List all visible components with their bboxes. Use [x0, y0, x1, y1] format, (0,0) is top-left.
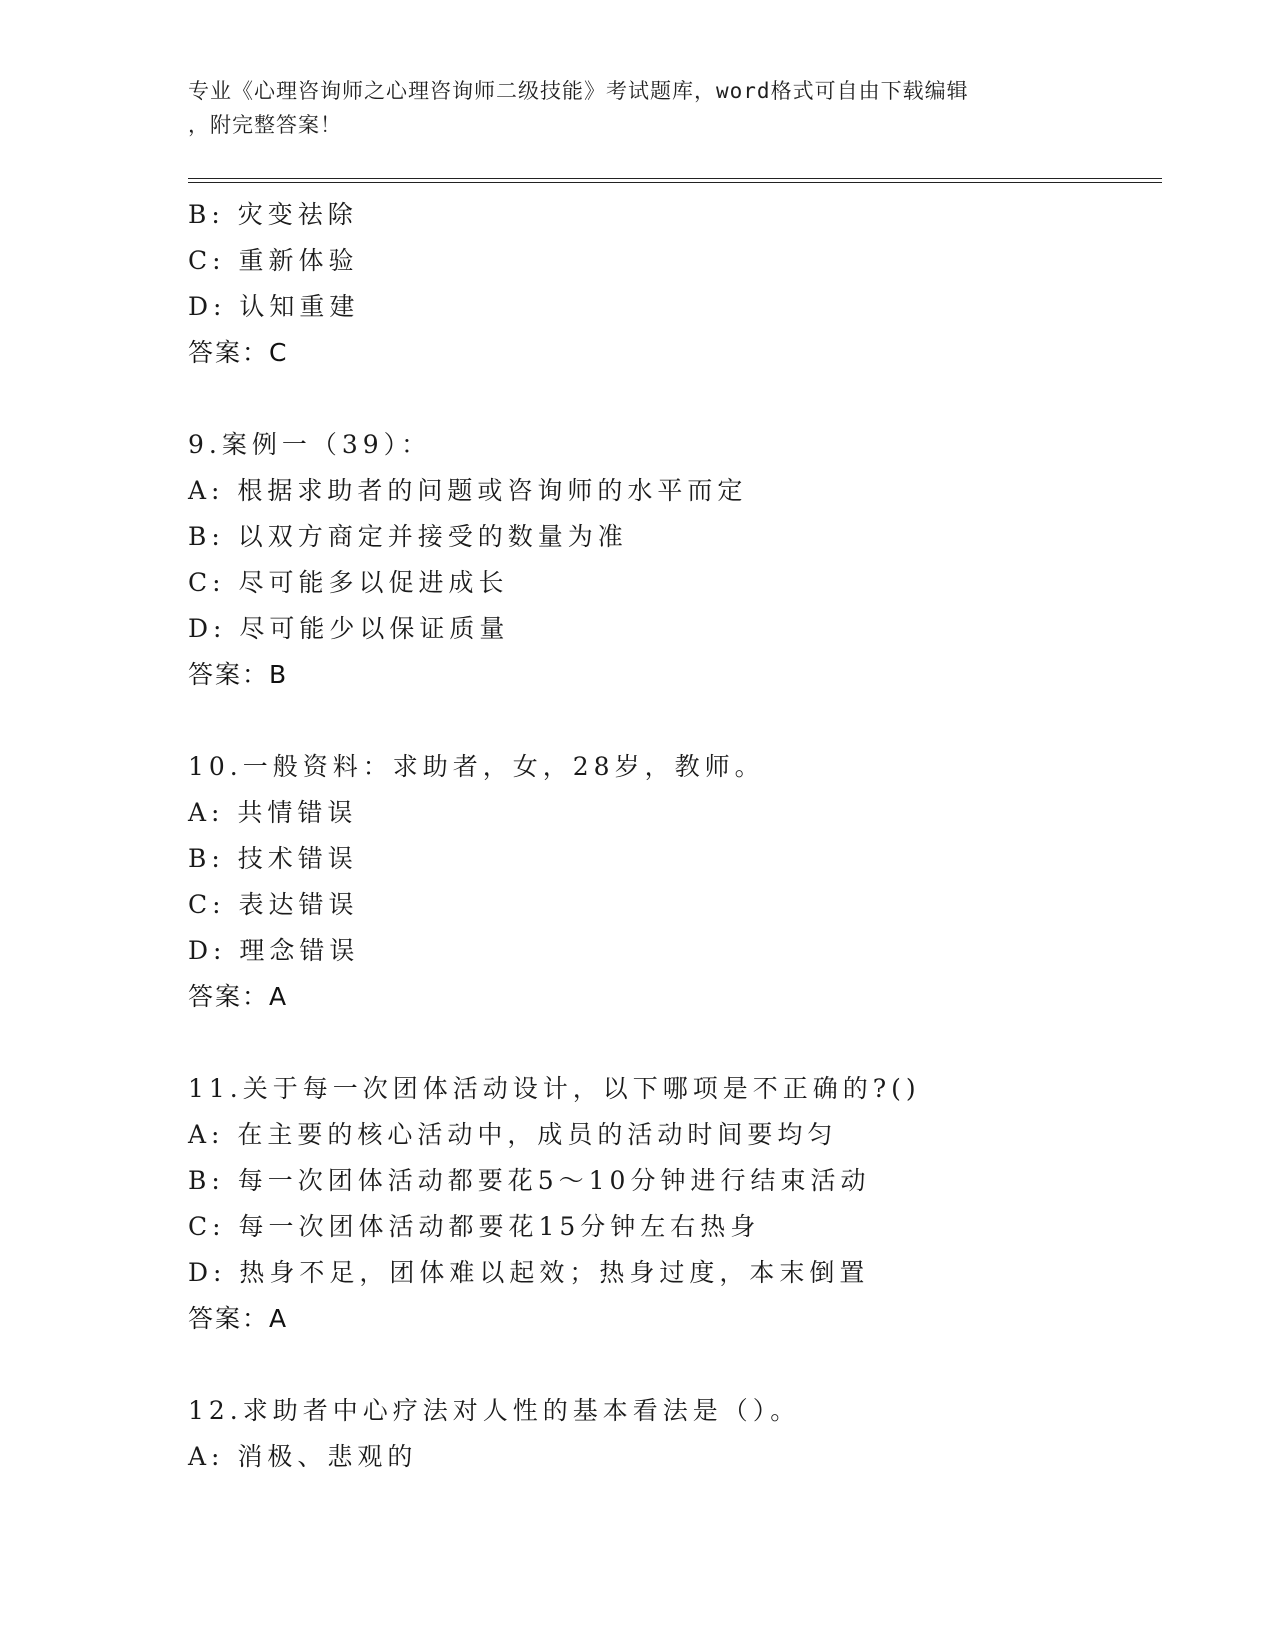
option-a: A: 消极、悲观的	[188, 1442, 418, 1471]
option-c: C: 重新体验	[188, 246, 359, 275]
question-10	[188, 744, 1168, 1020]
spacer	[188, 376, 1168, 422]
option-c: C: 尽可能多以促进成长	[188, 568, 509, 597]
option-b: B: 灾变祛除	[188, 200, 358, 229]
option-a: A: 在主要的核心活动中，成员的活动时间要均匀	[188, 1120, 838, 1149]
option-b: B: 以双方商定并接受的数量为准	[188, 522, 628, 551]
question-stem: 12.求助者中心疗法对人性的基本看法是（）。	[188, 1396, 801, 1425]
question-9	[188, 422, 1168, 698]
option-d: D: 认知重建	[188, 292, 360, 321]
option-a: A: 根据求助者的问题或咨询师的水平而定	[188, 476, 748, 505]
option-d: D: 尽可能少以保证质量	[188, 614, 510, 643]
spacer	[188, 1342, 1168, 1388]
question-list	[188, 192, 1168, 1480]
option-d: D: 理念错误	[188, 936, 360, 965]
answer-line: 答案：A	[188, 982, 289, 1011]
question-stem: 11.关于每一次团体活动设计，以下哪项是不正确的?()	[188, 1074, 921, 1103]
answer-line: 答案：C	[188, 338, 289, 367]
answer-line: 答案：B	[188, 660, 289, 689]
option-c: C: 表达错误	[188, 890, 359, 919]
question-stem: 9.案例一（39）：	[188, 430, 432, 459]
option-c: C: 每一次团体活动都要花15分钟左右热身	[188, 1212, 761, 1241]
option-a: A: 共情错误	[188, 798, 358, 827]
option-b: B: 每一次团体活动都要花5～10分钟进行结束活动	[188, 1166, 871, 1195]
question-11	[188, 1066, 1168, 1342]
answer-line: 答案：A	[188, 1304, 289, 1333]
header-divider	[188, 178, 1162, 183]
question-stem: 10.一般资料：求助者，女，28岁，教师。	[188, 752, 765, 781]
header-title-line-2: ，附完整答案！	[188, 113, 342, 137]
previous-question-tail	[188, 192, 1168, 376]
question-12	[188, 1388, 1168, 1480]
spacer	[188, 1020, 1168, 1066]
spacer	[188, 698, 1168, 744]
document-header	[188, 74, 1068, 142]
option-b: B: 技术错误	[188, 844, 358, 873]
option-d: D: 热身不足，团体难以起效；热身过度，本末倒置	[188, 1258, 870, 1287]
header-title-line: 专业《心理咨询师之心理咨询师二级技能》考试题库，word格式可自由下载编辑	[188, 79, 969, 103]
